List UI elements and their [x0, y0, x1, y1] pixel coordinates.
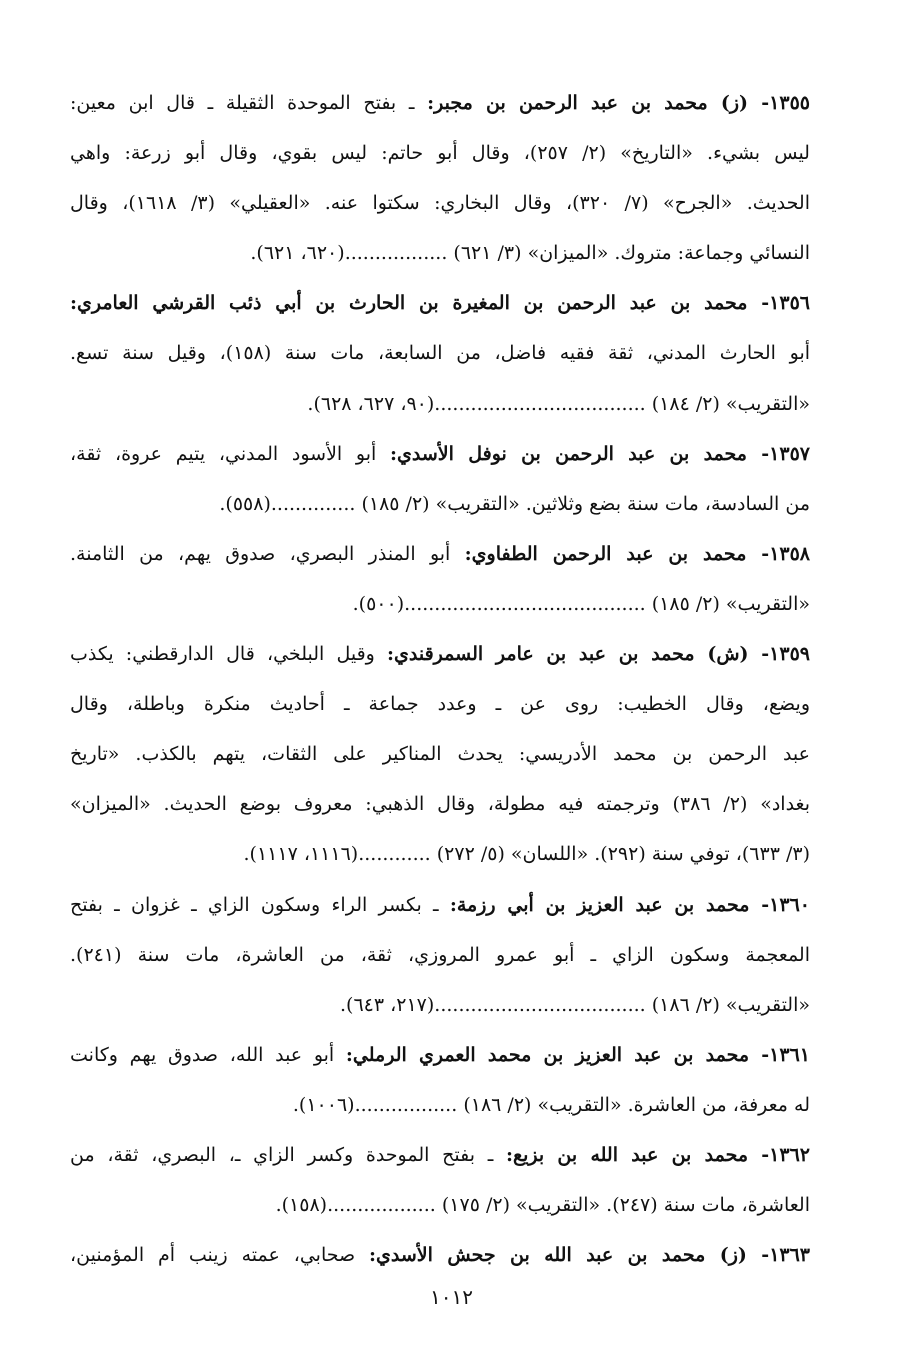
- entry-text-line: [70, 228, 810, 278]
- entry-text: المعجمة وسكون الزاي ـ أبو عمرو المروزي، ثقة، من العاشرة، مات سنة (٢٤١).: [70, 943, 810, 966]
- entry-heading-line: [70, 1230, 810, 1280]
- dot-leader: ...................................: [434, 392, 652, 415]
- entry-title: ١٣٦٣- (ز) محمد بن عبد الله بن جحش الأسدي:: [369, 1244, 810, 1267]
- entry-text-line: [70, 178, 810, 228]
- entry-title: ١٣٥٦- محمد بن عبد الرحمن بن المغيرة بن الحارث بن أبي ذئب القرشي العامري:: [70, 292, 810, 315]
- entry-text: «التقريب» (٢/ ١٨٦): [651, 993, 810, 1016]
- page-reference: (٩٠، ٦٢٧، ٦٢٨).: [307, 392, 435, 415]
- entry-text-line: [70, 328, 810, 378]
- entry-text: «التقريب» (٢/ ١٨٥): [651, 592, 810, 615]
- page-reference: (١١١٦، ١١١٧).: [243, 843, 359, 866]
- entry-text-line: [70, 779, 810, 829]
- entry-text: صحابي، عمته زينب أم المؤمنين،: [70, 1244, 370, 1267]
- dot-leader: ..............: [270, 492, 362, 515]
- entry-title: ١٣٥٩- (ش) محمد بن عبد بن عامر السمرقندي:: [387, 643, 810, 666]
- page-reference: (٥٠٠).: [352, 592, 405, 615]
- dot-leader: ..................: [327, 1194, 442, 1217]
- page-reference: (٦٢٠، ٦٢١).: [250, 242, 345, 265]
- entry-text: ـ بكسر الراء وسكون الزاي ـ غزوان ـ بفتح: [70, 893, 450, 916]
- entry-text: أبو عبد الله، صدوق يهم وكانت: [70, 1043, 346, 1066]
- page-reference: (١٠٠٦).: [292, 1093, 355, 1116]
- entry-title: ١٣٦٢- محمد بن عبد الله بن بزيع:: [505, 1143, 810, 1166]
- entry-text: النسائي وجماعة: متروك. «الميزان» (٣/ ٦٢١): [453, 242, 810, 265]
- entry-text: أبو الأسود المدني، يتيم عروة، ثقة،: [70, 442, 391, 465]
- entry-heading-line: [70, 529, 810, 579]
- entry-text-line: [70, 980, 810, 1030]
- dot-leader: .................: [354, 1093, 464, 1116]
- entry-text: (٣/ ٦٣٣)، توفي سنة (٢٩٢). «اللسان» (٥/ ٢٧٢): [436, 843, 810, 866]
- entry-text-line: [70, 1080, 810, 1130]
- entry-text-line: [70, 128, 810, 178]
- page-reference: (١٥٨).: [275, 1194, 328, 1217]
- entry-title: ١٣٥٥- (ز) محمد بن عبد الرحمن بن مجبر:: [427, 92, 810, 114]
- page-reference: (٢١٧، ٦٤٣).: [340, 993, 435, 1016]
- page-reference: (٥٥٨).: [219, 492, 271, 515]
- entry-heading-line: [70, 880, 810, 930]
- entry-text: العاشرة، مات سنة (٢٤٧). «التقريب» (٢/ ١٧٥): [441, 1194, 810, 1217]
- entry-text: أبو المنذر البصري، صدوق يهم، من الثامنة.: [70, 542, 465, 565]
- entry-title: ١٣٦١- محمد بن عبد العزيز بن محمد العمري الرملي:: [345, 1043, 810, 1066]
- entry-text: «التقريب» (٢/ ١٨٤): [651, 392, 810, 415]
- entry-text-line: [70, 729, 810, 779]
- entry-text-line: [70, 679, 810, 729]
- entry-heading-line: [70, 629, 810, 679]
- page-number: ١٠١٢: [430, 1285, 473, 1309]
- entry-text: ـ بفتح الموحدة الثقيلة ـ قال ابن معين:: [70, 92, 428, 114]
- entry-text: له معرفة، من العاشرة. «التقريب» (٢/ ١٨٦): [463, 1093, 810, 1116]
- entry-text: ويضع، وقال الخطيب: روى عن ـ وعدد جماعة ـ أحاديث منكرة وباطلة، وقال: [70, 693, 810, 716]
- entry-title: ١٣٦٠- محمد بن عبد العزيز بن أبي رزمة:: [449, 893, 810, 916]
- entry-text: الحديث. «الجرح» (٧/ ٣٢٠)، وقال البخاري: سكتوا عنه. «العقيلي» (٣/ ١٦١٨)، وقال: [70, 192, 810, 215]
- entry-heading-line: [70, 1030, 810, 1080]
- entry-heading-line: [70, 78, 810, 128]
- dot-leader: ...................................: [434, 993, 652, 1016]
- entry-text-line: [70, 930, 810, 980]
- entry-title: ١٣٥٨- محمد بن عبد الرحمن الطفاوي:: [464, 542, 810, 565]
- entry-text: بغداد» (٢/ ٣٨٦) وترجمته فيه مطولة، وقال الذهبي: معروف بوضع الحديث. «الميزان»: [70, 793, 810, 816]
- entry-text: ليس بشيء. «التاريخ» (٢/ ٢٥٧)، وقال أبو حاتم: ليس بقوي، وقال أبو زرعة: واهي: [70, 142, 810, 165]
- document-page: [70, 78, 810, 1280]
- entry-heading-line: [70, 429, 810, 479]
- entry-heading-line: [70, 1130, 810, 1180]
- entry-heading-line: [70, 278, 810, 328]
- entry-text-line: [70, 379, 810, 429]
- entry-text: عبد الرحمن بن محمد الأدريسي: يحدث المناكير على الثقات، يتهم بالكذب. «تاريخ: [70, 743, 810, 766]
- dot-leader: ............: [358, 843, 437, 866]
- entry-text-line: [70, 1180, 810, 1230]
- dot-leader: .................: [344, 242, 454, 265]
- entry-title: ١٣٥٧- محمد بن عبد الرحمن بن نوفل الأسدي:: [390, 442, 810, 465]
- entry-text-line: [70, 479, 810, 529]
- entry-text: أبو الحارث المدني، ثقة فقيه فاضل، من السابعة، مات سنة (١٥٨)، وقيل سنة تسع.: [70, 342, 810, 365]
- dot-leader: ........................................: [404, 592, 652, 615]
- entry-text: ـ بفتح الموحدة وكسر الزاي ـ، البصري، ثقة، من: [70, 1143, 506, 1166]
- entry-text: من السادسة، مات سنة بضع وثلاثين. «التقريب» (٢/ ١٨٥): [361, 492, 810, 515]
- entry-text-line: [70, 579, 810, 629]
- entry-text: وقيل البلخي، قال الدارقطني: يكذب: [70, 643, 387, 666]
- entry-text-line: [70, 829, 810, 879]
